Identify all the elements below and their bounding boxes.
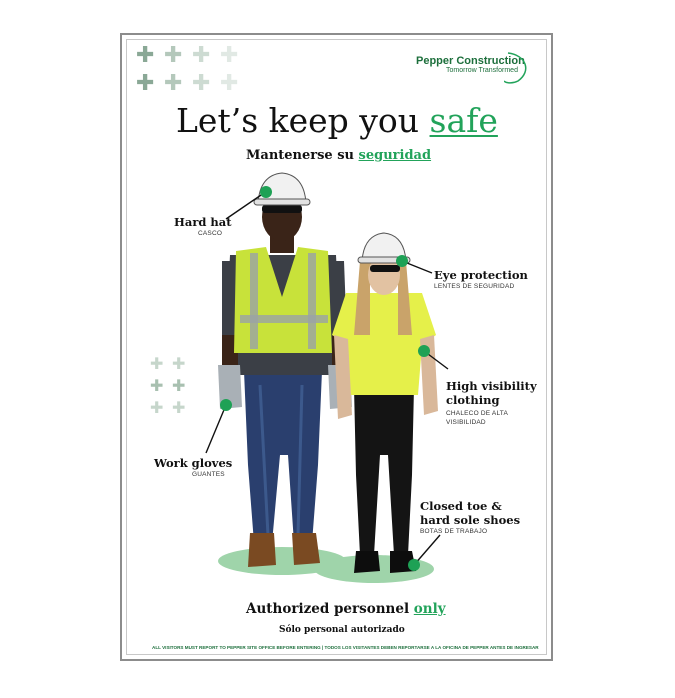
callout-high-vis	[446, 379, 537, 427]
work-gloves-dot-icon	[220, 399, 232, 411]
logo-tagline: Tomorrow Transformed	[446, 67, 518, 74]
man-figure	[218, 173, 352, 567]
high-vis-label-es-line2: VISIBILIDAD	[446, 419, 486, 426]
footer-main-prefix: Authorized personnel	[246, 601, 414, 617]
subtitle-highlight: seguridad	[358, 148, 432, 163]
high-vis-label-line1: High visibility	[446, 379, 537, 393]
subtitle-prefix: Mantenerse su	[246, 148, 359, 163]
shoes-label-es: BOTAS DE TRABAJO	[420, 528, 488, 535]
hard-hat-dot-icon	[260, 186, 272, 198]
footer-authorized	[246, 601, 446, 617]
work-gloves-label-es: GUANTES	[192, 471, 225, 478]
hard-hat-label: Hard hat	[174, 215, 232, 229]
footer-disclaimer: ALL VISITORS MUST REPORT TO PEPPER SITE OFFICE BEFORE ENTERING | TODOS LOS VISITANTES DEBEN REPORTARSE A LA OFICINA DE PEPPER ANTES DE INGRESAR	[152, 645, 539, 650]
callout-shoes	[420, 499, 520, 536]
workers-illustration	[122, 35, 553, 661]
footer-main-highlight: only	[413, 601, 446, 617]
safety-poster: ✚ ✚ ✚ ✚ ✚ ✚ ✚ ✚ ✚ ✚ ✚ ✚ ✚ ✚ Pepper Construction Tomorrow Transformed Let’s keep you safe Mantenerse su seguridad Hard hat CASCO Eye protection LENTES DE SEGURIDAD High visibility clothing CHALECO DE ALTA VISIBILIDAD Work gloves GUANTES Closed toe & hard sole shoes BOTAS DE TRABAJO Authorized personnel only Sólo personal autorizado ALL VISITORS MUST REPORT TO PEPPER SITE OFFICE BEFORE ENTERING | TODOS LOS VISITANTES DEBEN REPORTARSE A LA OFICINA DE PEPPER ANTES DE INGRESAR	[120, 33, 553, 661]
shoes-dot-icon	[408, 559, 420, 571]
callout-work-gloves	[154, 456, 232, 479]
eye-protection-dot-icon	[396, 255, 408, 267]
callout-hard-hat	[174, 215, 232, 238]
high-vis-label-es-line1: CHALECO DE ALTA	[446, 410, 508, 417]
hard-hat-label-es: CASCO	[198, 230, 223, 237]
title-prefix: Let’s keep you	[176, 101, 430, 140]
eye-protection-label-es: LENTES DE SEGURIDAD	[434, 283, 515, 290]
high-vis-label-line2: clothing	[446, 393, 500, 407]
logo-name: Pepper Construction	[416, 55, 525, 67]
high-vis-dot-icon	[418, 345, 430, 357]
title-highlight: safe	[429, 101, 498, 140]
shoes-label-line1: Closed toe &	[420, 499, 502, 513]
footer-subtitle: Sólo personal autorizado	[279, 625, 405, 635]
work-gloves-label: Work gloves	[154, 456, 233, 470]
shoes-label-line2: hard sole shoes	[420, 513, 521, 527]
eye-protection-label: Eye protection	[434, 268, 528, 282]
callout-eye-protection	[434, 268, 528, 291]
